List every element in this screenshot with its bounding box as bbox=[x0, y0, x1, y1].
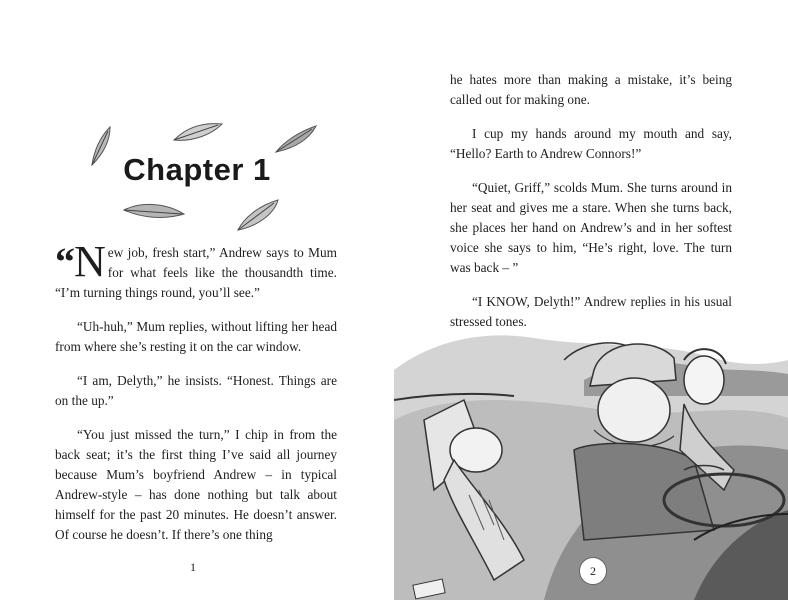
paragraph: “I KNOW, Delyth!” Andrew replies in his usual stressed tones. bbox=[450, 294, 732, 329]
paragraph: “You just missed the turn,” I chip in from the back seat; it’s the first thing I’ve said all journey because Mum’s boyfriend Andrew – in typical Andrew-style – has done nothing but talk about himself for the past 20 minutes. He doesn’t answer. Of course he doesn’t. If there’s one thing bbox=[55, 427, 337, 542]
right-page bbox=[394, 0, 788, 600]
page-number: 2 bbox=[579, 557, 607, 585]
paragraph: I cup my hands around my mouth and say, “Hello? Earth to Andrew Connors!” bbox=[450, 126, 732, 161]
feather-icon bbox=[274, 124, 318, 154]
feather-icon bbox=[122, 200, 186, 222]
paragraph: “Quiet, Griff,” scolds Mum. She turns around in her seat and gives me a stare. When she turns back, she places her hand on Andrew’s and in her softest voice she says to him, “He’s right, love. The turn was back – ” bbox=[450, 180, 732, 275]
car-scene-illustration bbox=[394, 300, 788, 600]
paragraph-text: ew job, fresh start,” Andrew says to Mum for what feels like the thousandth time. “I’m turning things round, you’ll see.” bbox=[55, 245, 337, 300]
feather-icon bbox=[172, 120, 224, 144]
chapter-title: Chapter 1 bbox=[123, 152, 271, 187]
feather-icon bbox=[236, 198, 280, 232]
opening-quote: “ bbox=[55, 239, 71, 284]
opening-paragraph bbox=[55, 237, 337, 303]
paragraph: “Uh-huh,” Mum replies, without lifting her head from where she’s resting it on the car window. bbox=[55, 319, 337, 354]
page-number: 1 bbox=[190, 560, 196, 574]
paragraph: he hates more than making a mistake, it’s being called out for making one. bbox=[450, 72, 732, 107]
drop-cap: N bbox=[74, 237, 106, 286]
left-page-text bbox=[55, 237, 337, 559]
paragraph: “I am, Delyth,” he insists. “Honest. Things are on the up.” bbox=[55, 373, 337, 408]
